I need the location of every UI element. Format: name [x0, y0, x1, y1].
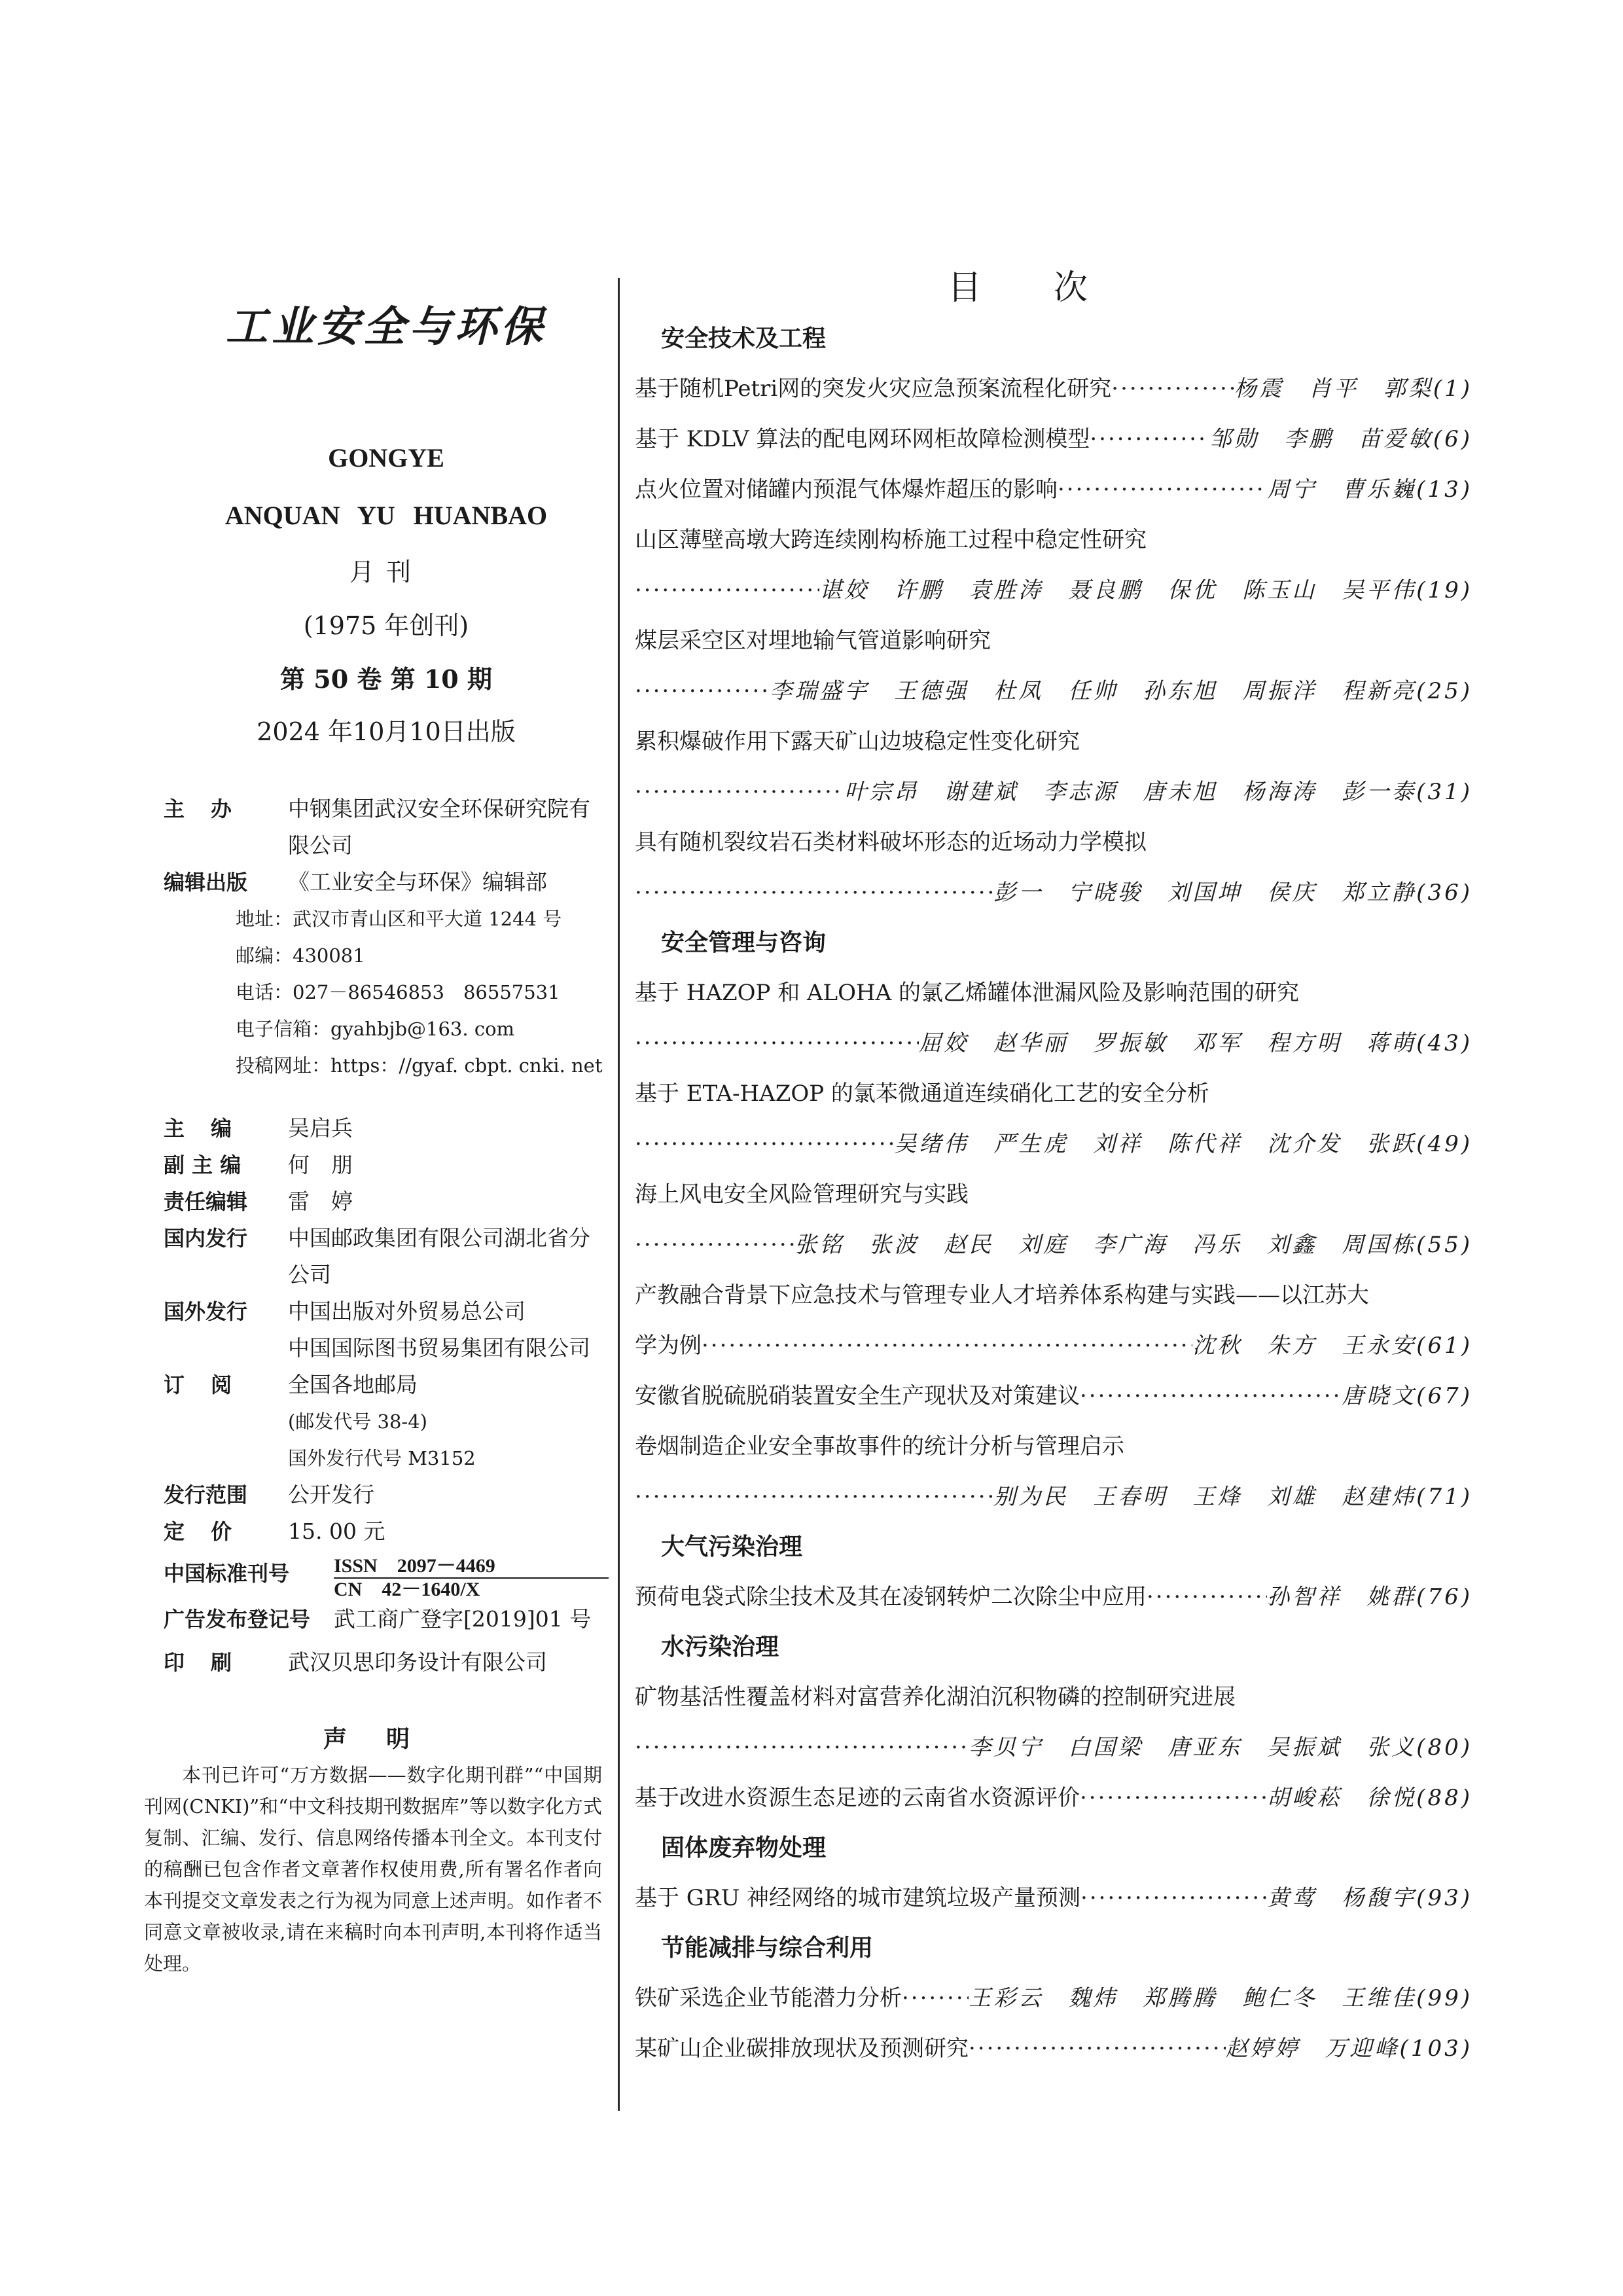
foreign-distribution-label: 国外发行 [164, 1299, 248, 1324]
entry-authors: 赵婷婷 万迎峰(103) [1225, 2036, 1472, 2062]
toc-entry-authors-line [635, 767, 1472, 817]
website: 投稿网址：https：//gyaf. cbpt. cnki. net [236, 1054, 603, 1077]
entry-authors: 沈秋 朱方 王永安(61) [1192, 1333, 1472, 1359]
entry-title[interactable]: 具有随机裂纹岩石类材料破坏形态的近场动力学模拟 [635, 829, 1147, 855]
printer-row [164, 1644, 609, 1681]
entry-title[interactable]: 卷烟制造企业安全事故事件的统计分析与管理启示 [635, 1433, 1124, 1460]
domestic-distribution-value: 中国邮政集团有限公司湖北省分公司 [288, 1225, 590, 1287]
entry-title: 基于改进水资源生态足迹的云南省水资源评价 [635, 1785, 1080, 1811]
entry-title: 基于 KDLV 算法的配电网环网柜故障检测模型 [635, 426, 1090, 452]
price-row [164, 1513, 609, 1550]
toc-entry[interactable] [635, 1773, 1472, 1823]
ad-registration-row [164, 1601, 609, 1638]
statement-body: 本刊已许可“万方数据——数字化期刊群”“中国期刊网(CNKI)”和“中文科技期刊数据库”等以数字化方式复制、汇编、发行、信息网络传播本刊全文。本刊支付的稿酬已包含作者文章著作权使用费,所有署名作者向本刊提交文章发表之行为视为同意上述声明。如作者不同意文章被收录,请在来稿时向本刊声明,本刊将作适当处理。 [144, 1764, 602, 1975]
toc-entry-authors-line [635, 1723, 1472, 1773]
entry-title: 基于随机Petri网的突发火灾应急预案流程化研究 [635, 376, 1112, 402]
entry-title: 点火位置对储罐内预混气体爆炸超压的影响 [635, 476, 1058, 503]
toc-entry[interactable] [635, 465, 1472, 515]
subscription-label: 订阅 [164, 1372, 259, 1397]
toc-entry-authors-line [635, 868, 1472, 918]
section-heading: 安全技术及工程 [661, 325, 827, 352]
statement-title: 声明 [323, 1726, 449, 1753]
editor-value: 吴启兵 [288, 1115, 353, 1141]
issn-label: 中国标准刊号 [164, 1561, 290, 1586]
toc-entry[interactable] [635, 1873, 1472, 1924]
responsible-editor-row [164, 1183, 609, 1220]
entry-authors: 彭一 宁晓骏 刘国坤 侯庆 郑立静(36) [993, 880, 1472, 906]
cn-number: CN 42－1640/X [334, 1579, 480, 1600]
subscription-row [164, 1367, 609, 1477]
entry-authors: 张铭 张波 赵民 刘庭 李广海 冯乐 刘鑫 周国栋(55) [794, 1232, 1472, 1258]
section-heading: 安全管理与咨询 [661, 929, 827, 956]
entry-title: 预荷电袋式除尘技术及其在凌钢转炉二次除尘中应用 [635, 1584, 1147, 1610]
entry-authors: 孙智祥 姚群(76) [1267, 1584, 1472, 1610]
toc-entry-authors-line [635, 565, 1472, 616]
journal-latin-name-line2: ANQUAN YU HUANBAO [224, 501, 548, 530]
foreign-distribution-value-2: 中国国际图书贸易集团有限公司 [288, 1335, 590, 1361]
responsible-editor-value: 雷 婷 [288, 1189, 353, 1214]
deputy-editor-value: 何 朋 [288, 1152, 353, 1177]
entry-title: 铁矿采选企业节能潜力分析 [635, 1985, 902, 2011]
column-divider [618, 278, 620, 2111]
entry-authors: 吴绪伟 严生虎 刘祥 陈代祥 沈介发 张跃(49) [894, 1131, 1472, 1157]
price-value: 15. 00 元 [288, 1518, 385, 1544]
toc-entry[interactable] [635, 364, 1472, 414]
toc-entry[interactable] [635, 1572, 1472, 1623]
printer-label: 印刷 [164, 1650, 259, 1675]
section-heading: 水污染治理 [661, 1634, 779, 1660]
entry-title: 基于 GRU 神经网络的城市建筑垃圾产量预测 [635, 1885, 1081, 1911]
sponsor-row [164, 791, 609, 864]
sponsor-value: 中钢集团武汉安全环保研究院有限公司 [288, 796, 590, 858]
entry-authors: 别为民 王春明 王烽 刘雄 赵建炜(71) [993, 1484, 1472, 1510]
ad-registration-value: 武工商广登字[2019]01 号 [334, 1606, 592, 1632]
entry-title: 安徽省脱硫脱硝装置安全生产现状及对策建议 [635, 1383, 1080, 1409]
foreign-distribution-value-1: 中国出版对外贸易总公司 [288, 1299, 526, 1324]
section-heading: 固体废弃物处理 [661, 1835, 827, 1861]
issn-row [164, 1555, 609, 1601]
entry-authors: 周宁 曹乐巍(13) [1267, 476, 1472, 503]
printer-value: 武汉贝思印务设计有限公司 [288, 1649, 547, 1675]
entry-authors: 叶宗昂 谢建斌 李志源 唐未旭 杨海涛 彭一泰(31) [844, 779, 1472, 805]
ad-registration-label: 广告发布登记号 [164, 1607, 311, 1632]
editor-row [164, 1110, 609, 1147]
responsible-editor-label: 责任编辑 [164, 1189, 248, 1214]
domestic-distribution-label: 国内发行 [164, 1226, 248, 1251]
toc-entry[interactable] [635, 1371, 1472, 1422]
toc-title: 目次 [947, 268, 1160, 308]
domestic-distribution-row [164, 1220, 609, 1293]
entry-authors: 谌姣 许鹏 袁胜涛 聂良鹏 保优 陈玉山 吴平伟(19) [819, 577, 1472, 603]
entry-title-continued: 学为例 [635, 1333, 702, 1359]
entry-title[interactable]: 矿物基活性覆盖材料对富营养化湖泊沉积物磷的控制研究进展 [635, 1684, 1236, 1710]
journal-info-column [144, 301, 609, 1979]
postcode: 邮编：430081 [236, 944, 365, 967]
email: 电子信箱：gyahbjb@163. com [236, 1018, 515, 1040]
section-heading: 节能减排与综合利用 [661, 1935, 874, 1962]
issn-number: ISSN 2097－4469 [334, 1555, 609, 1579]
subscription-value: 全国各地邮局 [288, 1372, 418, 1397]
entry-authors: 邹勋 李鹏 苗爱敏(6) [1209, 426, 1472, 452]
scope-value: 公开发行 [288, 1482, 374, 1507]
editing-value: 《工业安全与环保》编辑部 [288, 869, 547, 895]
entry-authors: 唐晓文(67) [1342, 1383, 1472, 1409]
table-of-contents [635, 262, 1472, 2074]
entry-title: 某矿山企业碳排放现状及预测研究 [635, 2036, 969, 2062]
address: 地址：武汉市青山区和平大道 1244 号 [236, 908, 562, 930]
entry-title[interactable]: 海上风电安全风险管理研究与实践 [635, 1181, 969, 1208]
entry-title[interactable]: 累积爆破作用下露天矿山边坡稳定性变化研究 [635, 728, 1080, 755]
publication-date: 2024 年10月10日出版 [257, 717, 516, 746]
subscription-code: (邮发代号 38-4) [288, 1410, 427, 1433]
entry-authors: 李瑞盛宇 王德强 杜凤 任帅 孙东旭 周振洋 程新亮(25) [770, 678, 1472, 704]
scope-row [164, 1477, 609, 1513]
entry-title[interactable]: 基于 HAZOP 和 ALOHA 的氯乙烯罐体泄漏风险及影响范围的研究 [635, 980, 1300, 1006]
journal-masthead-logo: 工业安全与环保 [226, 302, 546, 351]
toc-entry[interactable] [635, 2024, 1472, 2074]
entry-authors: 胡峻菘 徐悦(88) [1267, 1785, 1472, 1811]
entry-authors: 黄莺 杨馥宇(93) [1267, 1885, 1472, 1911]
foreign-distribution-row [164, 1293, 609, 1367]
section-heading: 大气污染治理 [661, 1534, 803, 1560]
phone: 电话：027－86546853 86557531 [236, 981, 560, 1003]
volume-issue: 第 50 卷 第 10 期 [280, 664, 492, 694]
toc-entry-authors-line [635, 1220, 1472, 1270]
editing-label: 编辑出版 [164, 870, 248, 895]
toc-entry-authors-line [635, 1018, 1472, 1069]
deputy-editor-row [164, 1147, 609, 1183]
entry-title[interactable]: 山区薄壁高墩大跨连续刚构桥施工过程中稳定性研究 [635, 527, 1147, 553]
toc-entry[interactable] [635, 414, 1472, 465]
entry-authors: 杨震 肖平 郭梨(1) [1234, 376, 1472, 402]
entry-authors: 王彩云 魏炜 郑腾腾 鲍仁冬 王维佳(99) [969, 1985, 1472, 2011]
toc-entry-authors-line [635, 1472, 1472, 1522]
journal-latin-name-line1: GONGYE [328, 443, 444, 473]
price-label: 定价 [164, 1519, 259, 1544]
entry-authors: 屈姣 赵华丽 罗振敏 邓军 程方明 蒋萌(43) [919, 1030, 1472, 1056]
toc-entry[interactable] [635, 1973, 1472, 2024]
publisher-info [164, 791, 609, 1681]
publication-frequency: 月刊 [349, 558, 423, 586]
founded-year: (1975 年创刊) [303, 611, 469, 640]
editor-label: 主编 [164, 1116, 259, 1141]
entry-authors: 李贝宁 白国梁 唐亚东 吴振斌 张义(80) [969, 1734, 1472, 1761]
toc-entry[interactable] [635, 1321, 1472, 1371]
entry-title[interactable]: 煤层采空区对埋地输气管道影响研究 [635, 628, 991, 654]
toc-entry-authors-line [635, 1119, 1472, 1170]
editing-row [164, 864, 609, 901]
scope-label: 发行范围 [164, 1482, 248, 1507]
entry-title[interactable]: 基于 ETA-HAZOP 的氯苯微通道连续硝化工艺的安全分析 [635, 1081, 1209, 1107]
subscription-foreign-code: 国外发行代号 M3152 [288, 1447, 476, 1469]
statement [144, 1720, 609, 1979]
sponsor-label: 主办 [164, 797, 259, 821]
entry-title[interactable]: 产教融合背景下应急技术与管理专业人才培养体系构建与实践——以江苏大 [635, 1282, 1369, 1308]
deputy-editor-label: 副 主 编 [164, 1153, 241, 1177]
toc-entry-authors-line [635, 666, 1472, 717]
